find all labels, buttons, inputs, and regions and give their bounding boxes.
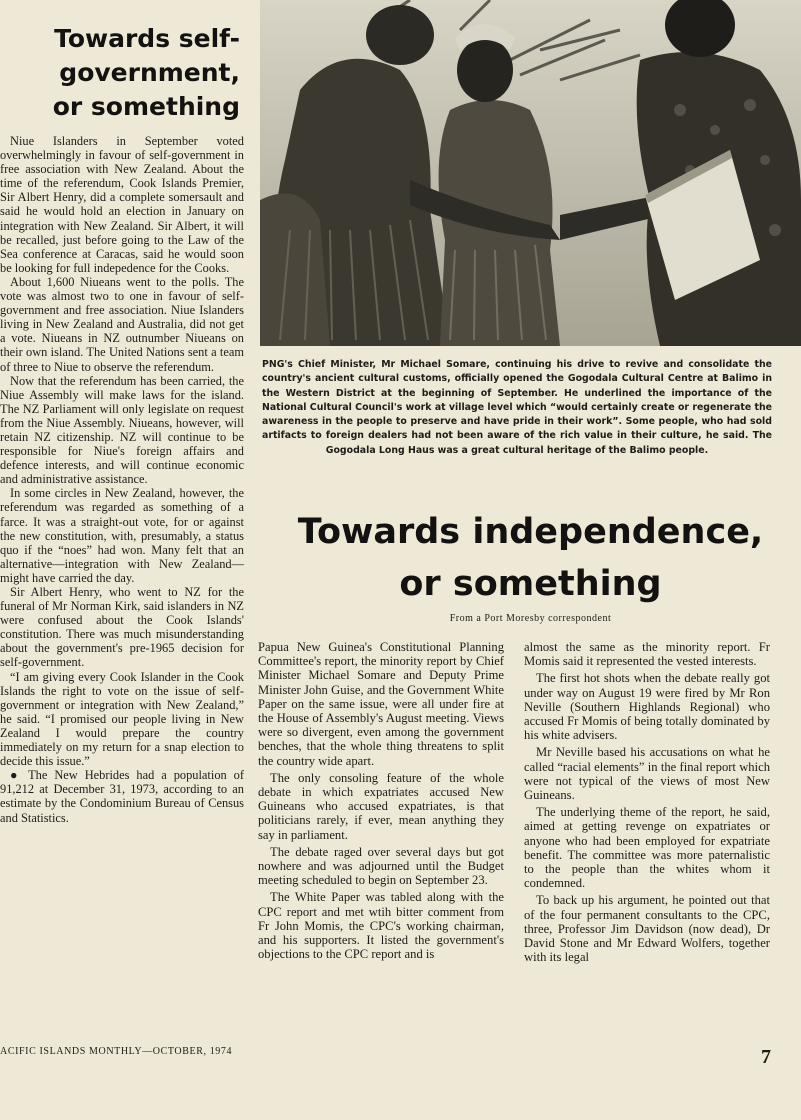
photo-illustration — [260, 0, 801, 346]
paragraph: To back up his argument, he pointed out that of the four permanent consultants to the CPC, three, Professor Jim Davidson (now dead), Dr David Stone and Mr Edward Wolfers, together with its legal — [524, 893, 770, 965]
paragraph: Sir Albert Henry, who went to NZ for the funeral of Mr Norman Kirk, said islanders in NZ were confused about the Cook Islands' constitution. There was much misunderstanding about the government's pre-1965 decision for self-government. — [0, 585, 244, 670]
main-article-column-2 — [524, 640, 770, 967]
main-article-column-1 — [258, 640, 504, 964]
news-brief: ● The New Hebrides had a population of 91,212 at December 31, 1973, according to an estimate by the Condominium Bureau of Census and Statistics. — [0, 768, 244, 825]
paragraph: Mr Neville based his accusations on what he called “racial elements” in the final report which were not typical of the views of most New Guineans. — [524, 745, 770, 803]
main-article-headline: Towards independence, or something — [297, 512, 764, 604]
paragraph: Niue Islanders in September voted overwhelmingly in favour of self-government in free association with New Zealand. About the time of the referendum, Cook Islands Premier, Sir Albert Henry, did a complete somersault and said he would hold an election in January on integration with New Zealand. Sir Albert, it will be recalled, just before going to the Law of the Sea conference at Caracas, said he would soon be looking for full indepedence for the Cooks. — [0, 134, 244, 275]
news-photo — [260, 0, 801, 346]
page-number: 7 — [761, 1046, 771, 1068]
paragraph: In some circles in New Zealand, however, the referendum was regarded as something of a farce. It was a straight-out vote, for or against the new constitution, with, presumably, a status quo if the “noes” had won. Many felt that an alternative—integration with New Zealand—might have carried the day. — [0, 486, 244, 585]
left-article-headline: Towards self- government, or something — [52, 24, 240, 121]
paragraph: The White Paper was tabled along with the CPC report and met wtih bitter comment from Fr John Momis, the CPC's working chairman, and his supporters. It listed the government's objections to the CPC report and is — [258, 890, 504, 962]
byline: From a Port Moresby correspondent — [449, 613, 612, 624]
left-article — [0, 18, 244, 825]
paragraph: The debate raged over several days but got nowhere and was adjourned until the Budget meeting scheduled to begin on September 23. — [258, 844, 504, 888]
photo-caption: PNG's Chief Minister, Mr Michael Somare, continuing his drive to revive and consolidate the country's ancient cultural customs, officially opened the Gogodala Cultural Centre at Balimo in the Western District at the beginning of September. He underlined the importance of the National Cultural Council's work at village level which “would certainly create or regenerate the awareness in the people to preserve and have pride in their work”. Some people, who had sold artifacts to foreign dealers had not been aware of the rich value in their culture, he said. The Gogodala Long Haus was a great cultural heritage of the Balimo people. — [262, 359, 772, 456]
left-article-body — [0, 134, 244, 825]
paragraph: The underlying theme of the report, he said, aimed at getting revenge on expatriates or anyone who had been employed for expatriate benefit. The committee was more paternalistic to the people than the whites whom it condemned. — [524, 805, 770, 891]
paragraph: “I am giving every Cook Islander in the Cook Islands the right to vote on the issue of self-government or integration with New Zealand,” he said. “I promised our people living in New Zealand I would prepare the country immediately on my return for a snap election to decide this issue.” — [0, 669, 244, 769]
publication-footer: ACIFIC ISLANDS MONTHLY—OCTOBER, 1974 — [0, 1046, 233, 1057]
paragraph: Now that the referendum has been carried, the Niue Assembly will make laws for the island. The NZ Parliament will only legislate on request from the Niue Assembly. Niueans, however, will retain NZ citizenship. NZ will continue to be responsible for Niue's foreign affairs and defence interests, and will continue economic and administrative assistance. — [0, 373, 244, 487]
paragraph: Papua New Guinea's Constitutional Planning Committee's report, the minority report by Chief Minister Michael Somare and Deputy Prime Minister John Guise, and the Government White Paper on the same issue, were all under fire at the House of Assembly's August meeting. Views were so divergent, even among the government benches, that the whole thing threatens to split the country wide apart. — [258, 640, 504, 768]
paragraph: The only consoling feature of the whole debate in which expatriates accused New Guineans who accused expatriates, is that politicians rarely, if ever, mean anything they say in parliament. — [258, 770, 504, 842]
paragraph: almost the same as the minority report. Fr Momis said it represented the vested interests. — [524, 640, 770, 669]
paragraph: About 1,600 Niueans went to the polls. The vote was almost two to one in favour of self-government and free association. Niue Islanders living in New Zealand and Australia, did not get a vote. Niueans in NZ outnumber Niueans on their own island. The United Nations sent a team of three to Niue to observe the referendum. — [0, 274, 244, 374]
paragraph: The first hot shots when the debate really got under way on August 19 were fired by Mr Ron Neville (Southern Highlands Regional) who accused Fr Momis of being totally dominated by his white advisers. — [524, 671, 770, 743]
